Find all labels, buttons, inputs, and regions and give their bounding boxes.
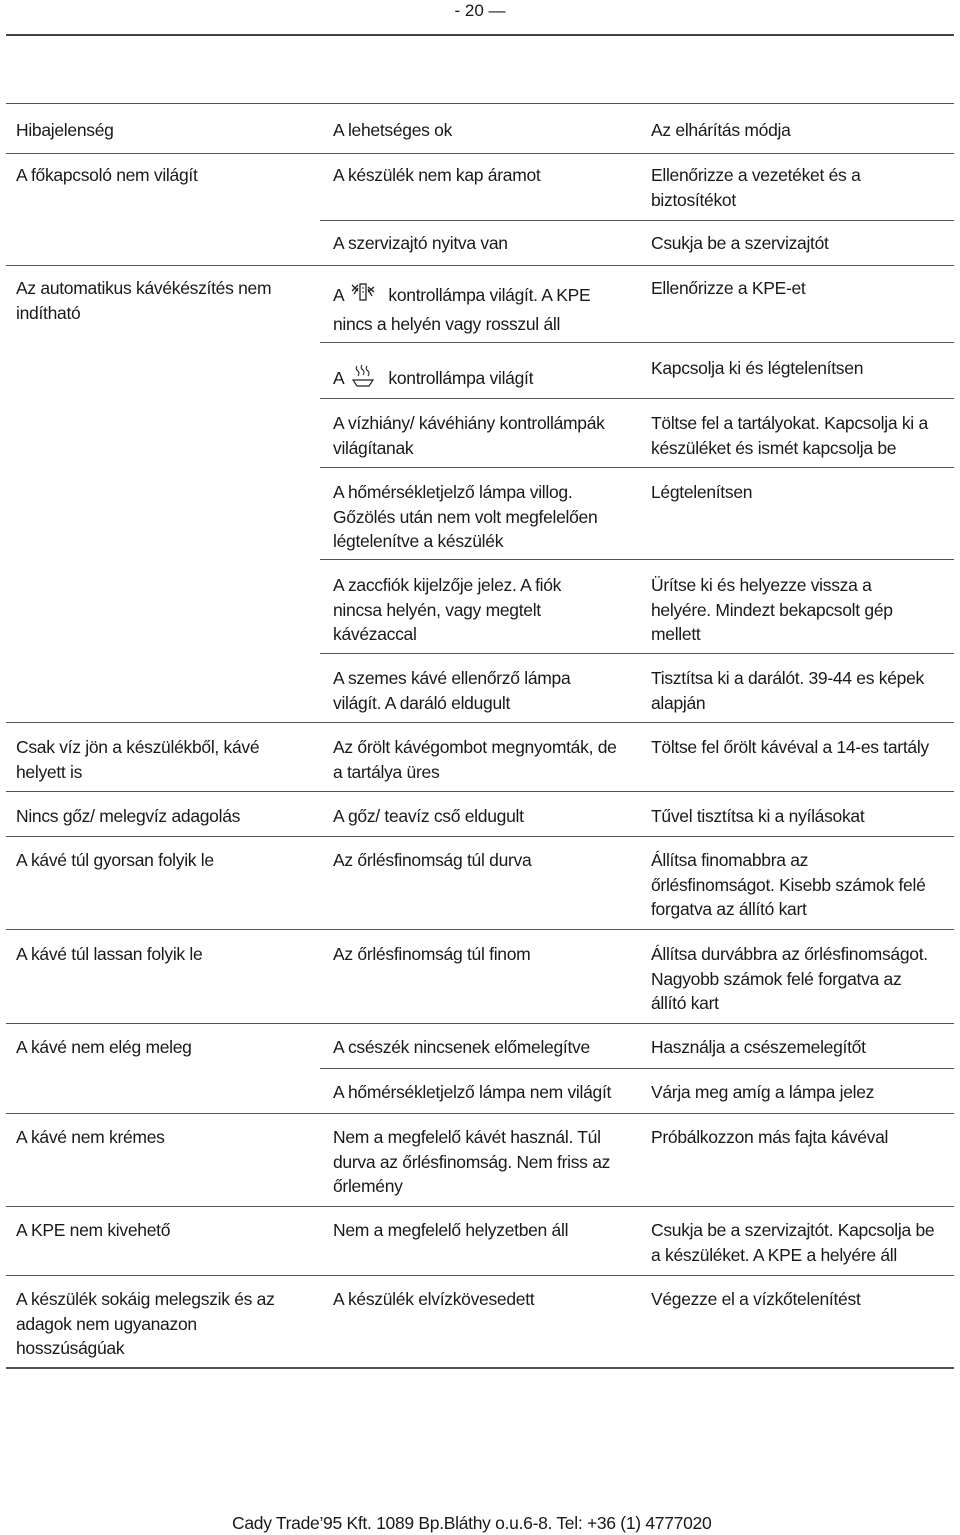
cause-cell: A vízhiány/ kávéhiány kontrollámpák világítanak bbox=[333, 413, 605, 458]
row-divider bbox=[6, 1275, 954, 1276]
table-bottom-rule bbox=[6, 1367, 954, 1369]
row-divider bbox=[6, 1113, 954, 1114]
symptom-cell: A KPE nem kivehető bbox=[16, 1220, 171, 1240]
row-divider bbox=[320, 1068, 954, 1069]
cause-cell: Az őrlésfinomság túl finom bbox=[333, 944, 531, 964]
cause-cell: A készülék elvízkövesedett bbox=[333, 1289, 535, 1309]
page-number: - 20 — bbox=[454, 1, 506, 20]
symptom-cell: A kávé nem elég meleg bbox=[16, 1037, 192, 1057]
row-divider bbox=[320, 559, 954, 560]
row-divider bbox=[6, 1206, 954, 1207]
cause-cell: Nem a megfelelő kávét használ. Túl durva az őrlésfinomság. Nem friss az őrlemény bbox=[333, 1127, 611, 1196]
cause-cell: A hőmérsékletjelző lámpa nem világít bbox=[333, 1082, 612, 1102]
row-divider bbox=[320, 398, 954, 399]
symptom-cell: A készülék sokáig melegszik és az adagok nem ugyanazon hosszúságúak bbox=[16, 1289, 275, 1358]
cause-prefix: A bbox=[333, 368, 345, 388]
cause-prefix: A bbox=[333, 285, 345, 305]
cause-cell: Az őrölt kávégombot megnyomták, de a tartálya üres bbox=[333, 737, 617, 782]
remedy-cell: Ellenőrizze a vezetéket és a biztosítékot bbox=[651, 165, 861, 210]
remedy-cell: Csukja be a szervizajtót. Kapcsolja be a készüléket. A KPE a helyére áll bbox=[651, 1220, 935, 1265]
remedy-cell: Használja a csészemelegítőt bbox=[651, 1037, 866, 1057]
footer-company-info: Cady Trade’95 Kft. 1089 Bp.Bláthy o.u.6-8. Tel: +36 (1) 4777020 bbox=[232, 1513, 712, 1533]
symptom-cell: A kávé nem krémes bbox=[16, 1127, 165, 1147]
symptom-cell: A kávé túl lassan folyik le bbox=[16, 944, 203, 964]
remedy-cell: Állítsa durvábbra az őrlésfinomságot. Nagyobb számok felé forgatva az állító kart bbox=[651, 944, 928, 1013]
remedy-cell: Légtelenítsen bbox=[651, 482, 753, 502]
table-top-rule bbox=[6, 103, 954, 104]
cause-text: kontrollámpa világít bbox=[388, 368, 534, 388]
remedy-cell: Végezze el a vízkőtelenítést bbox=[651, 1289, 861, 1309]
cause-cell: A készülék nem kap áramot bbox=[333, 165, 541, 185]
header-symptom: Hibajelenség bbox=[16, 120, 114, 140]
cause-text-line2: nincs a helyén vagy rosszul áll bbox=[333, 313, 561, 334]
row-divider bbox=[6, 153, 954, 154]
row-divider bbox=[6, 722, 954, 723]
cause-cell: A gőz/ teavíz cső eldugult bbox=[333, 806, 524, 826]
remedy-cell: Csukja be a szervizajtót bbox=[651, 233, 829, 253]
remedy-cell: Ellenőrizze a KPE-et bbox=[651, 278, 806, 298]
remedy-cell: Töltse fel őrölt kávéval a 14-es tartály bbox=[651, 737, 929, 757]
top-divider bbox=[6, 34, 954, 36]
cause-cell: A csészék nincsenek előmelegítve bbox=[333, 1037, 590, 1057]
row-divider bbox=[6, 1023, 954, 1024]
cause-cell: A szervizajtó nyitva van bbox=[333, 233, 508, 253]
cause-cell: Nem a megfelelő helyzetben áll bbox=[333, 1220, 569, 1240]
cause-cell: A hőmérsékletjelző lámpa villog. Gőzölés után nem volt megfelelően légtelenítve a készülék bbox=[333, 482, 598, 551]
header-cause: A lehetséges ok bbox=[333, 120, 453, 140]
row-divider bbox=[6, 265, 954, 266]
cause-cell bbox=[333, 364, 533, 395]
remedy-cell: Ürítse ki és helyezze vissza a helyére. Mindezt bekapcsolt gép mellett bbox=[651, 575, 893, 644]
row-divider bbox=[320, 220, 954, 221]
remedy-cell: Tisztítsa ki a darálót. 39-44 es képek alapján bbox=[651, 668, 924, 713]
remedy-cell: Tűvel tisztítsa ki a nyílásokat bbox=[651, 806, 865, 826]
symptom-cell: A kávé túl gyorsan folyik le bbox=[16, 850, 214, 870]
row-divider bbox=[320, 342, 954, 343]
row-divider bbox=[320, 653, 954, 654]
remedy-cell: Próbálkozzon más fajta kávéval bbox=[651, 1127, 889, 1147]
symptom-cell: Az automatikus kávékészítés nem indítható bbox=[16, 278, 272, 323]
steam-lamp-icon bbox=[350, 364, 376, 395]
cause-cell bbox=[333, 283, 590, 336]
symptom-cell: Csak víz jön a készülékből, kávé helyett is bbox=[16, 737, 260, 782]
row-divider bbox=[320, 467, 954, 468]
header-remedy: Az elhárítás módja bbox=[651, 120, 791, 140]
remedy-cell: Állítsa finomabbra az őrlésfinomságot. Kisebb számok felé forgatva az állító kart bbox=[651, 850, 926, 919]
row-divider bbox=[6, 791, 954, 792]
remedy-cell: Kapcsolja ki és légtelenítsen bbox=[651, 358, 864, 378]
symptom-cell: Nincs gőz/ melegvíz adagolás bbox=[16, 806, 241, 826]
remedy-cell: Várja meg amíg a lámpa jelez bbox=[651, 1082, 875, 1102]
cause-cell: A zaccfiók kijelzője jelez. A fiók nincsa helyén, vagy megtelt kávézaccal bbox=[333, 575, 562, 644]
remedy-cell: Töltse fel a tartályokat. Kapcsolja ki a készüléket és ismét kapcsolja be bbox=[651, 413, 928, 458]
kpe-lamp-icon bbox=[350, 283, 376, 312]
cause-text: kontrollámpa világít. A KPE bbox=[388, 285, 591, 305]
cause-cell: A szemes kávé ellenőrző lámpa világít. A daráló eldugult bbox=[333, 668, 571, 713]
cause-cell: Az őrlésfinomság túl durva bbox=[333, 850, 532, 870]
row-divider bbox=[6, 929, 954, 930]
row-divider bbox=[6, 836, 954, 837]
symptom-cell: A főkapcsoló nem világít bbox=[16, 165, 198, 185]
